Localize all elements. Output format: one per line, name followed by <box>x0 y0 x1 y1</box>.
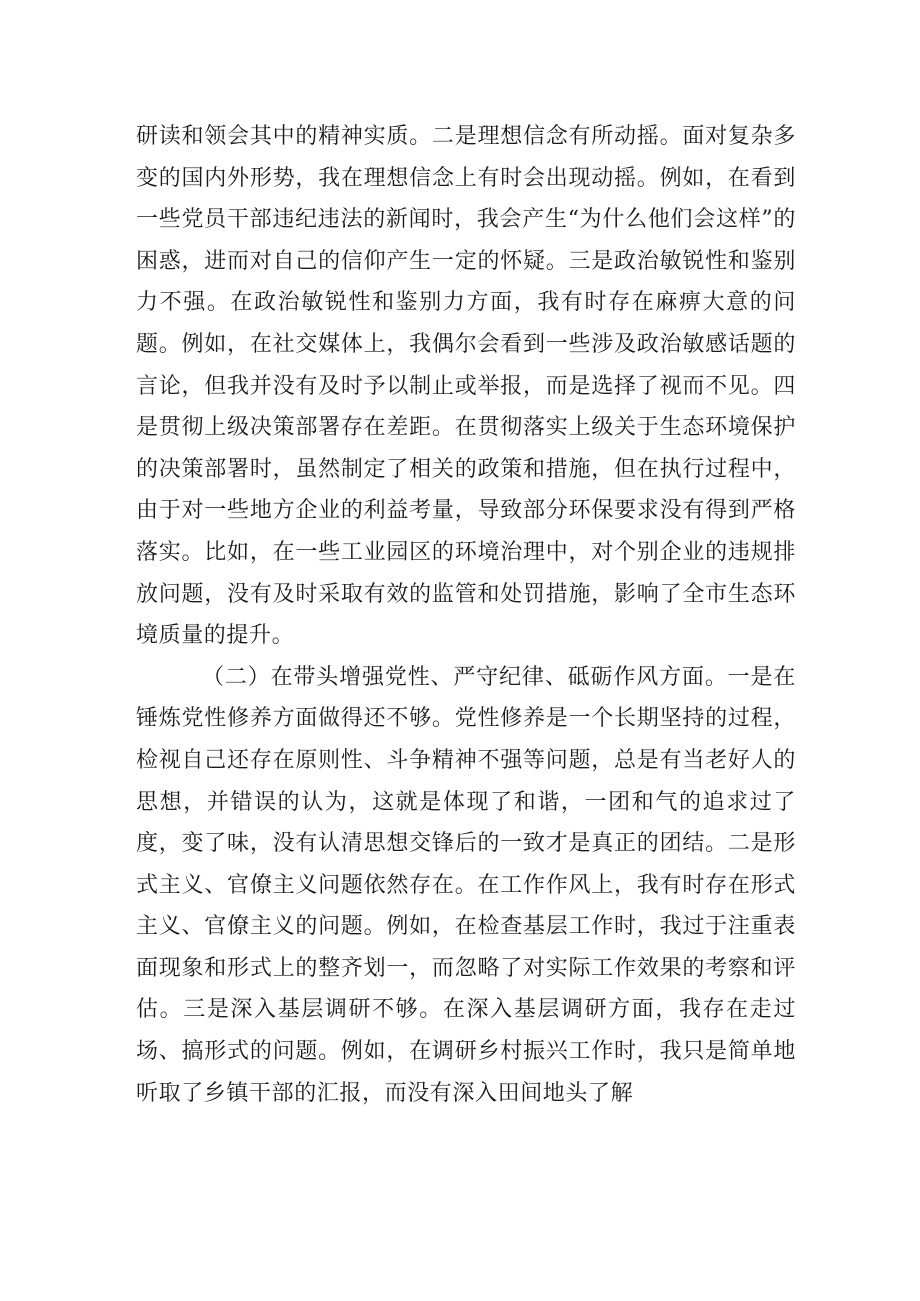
body-text <box>136 116 796 1114</box>
paragraph-section-two: （二）在带头增强党性、严守纪律、砥砺作风方面。一是在锤炼党性修养方面做得还不够。党性修养是一个长期坚持的过程，检视自己还存在原则性、斗争精神不强等问题，总是有当老好人的思想，并错误的认为，这就是体现了和谐，一团和气的追求过了度，变了味，没有认清思想交锋后的一致才是真正的团结。二是形式主义、官僚主义问题依然存在。在工作作风上，我有时存在形式主义、官僚主义的问题。例如，在检查基层工作时，我过于注重表面现象和形式上的整齐划一，而忽略了对实际工作效果的考察和评估。三是深入基层调研不够。在深入基层调研方面，我存在走过场、搞形式的问题。例如，在调研乡村振兴工作时，我只是简单地听取了乡镇干部的汇报，而没有深入田间地头了解 <box>136 664 796 1106</box>
paragraph-continued: 研读和领会其中的精神实质。二是理想信念有所动摇。面对复杂多变的国内外形势，我在理想信念上有时会出现动摇。例如，在看到一些党员干部违纪违法的新闻时，我会产生“为什么他们会这样”的困惑，进而对自己的信仰产生一定的怀疑。三是政治敏锐性和鉴别力不强。在政治敏锐性和鉴别力方面，我有时存在麻痹大意的问题。例如，在社交媒体上，我偶尔会看到一些涉及政治敏感话题的言论，但我并没有及时予以制止或举报，而是选择了视而不见。四是贯彻上级决策部署存在差距。在贯彻落实上级关于生态环境保护的决策部署时，虽然制定了相关的政策和措施，但在执行过程中，由于对一些地方企业的利益考量，导致部分环保要求没有得到严格落实。比如，在一些工业园区的环境治理中，对个别企业的违规排放问题，没有及时采取有效的监管和处罚措施，影响了全市生态环境质量的提升。 <box>136 124 796 649</box>
